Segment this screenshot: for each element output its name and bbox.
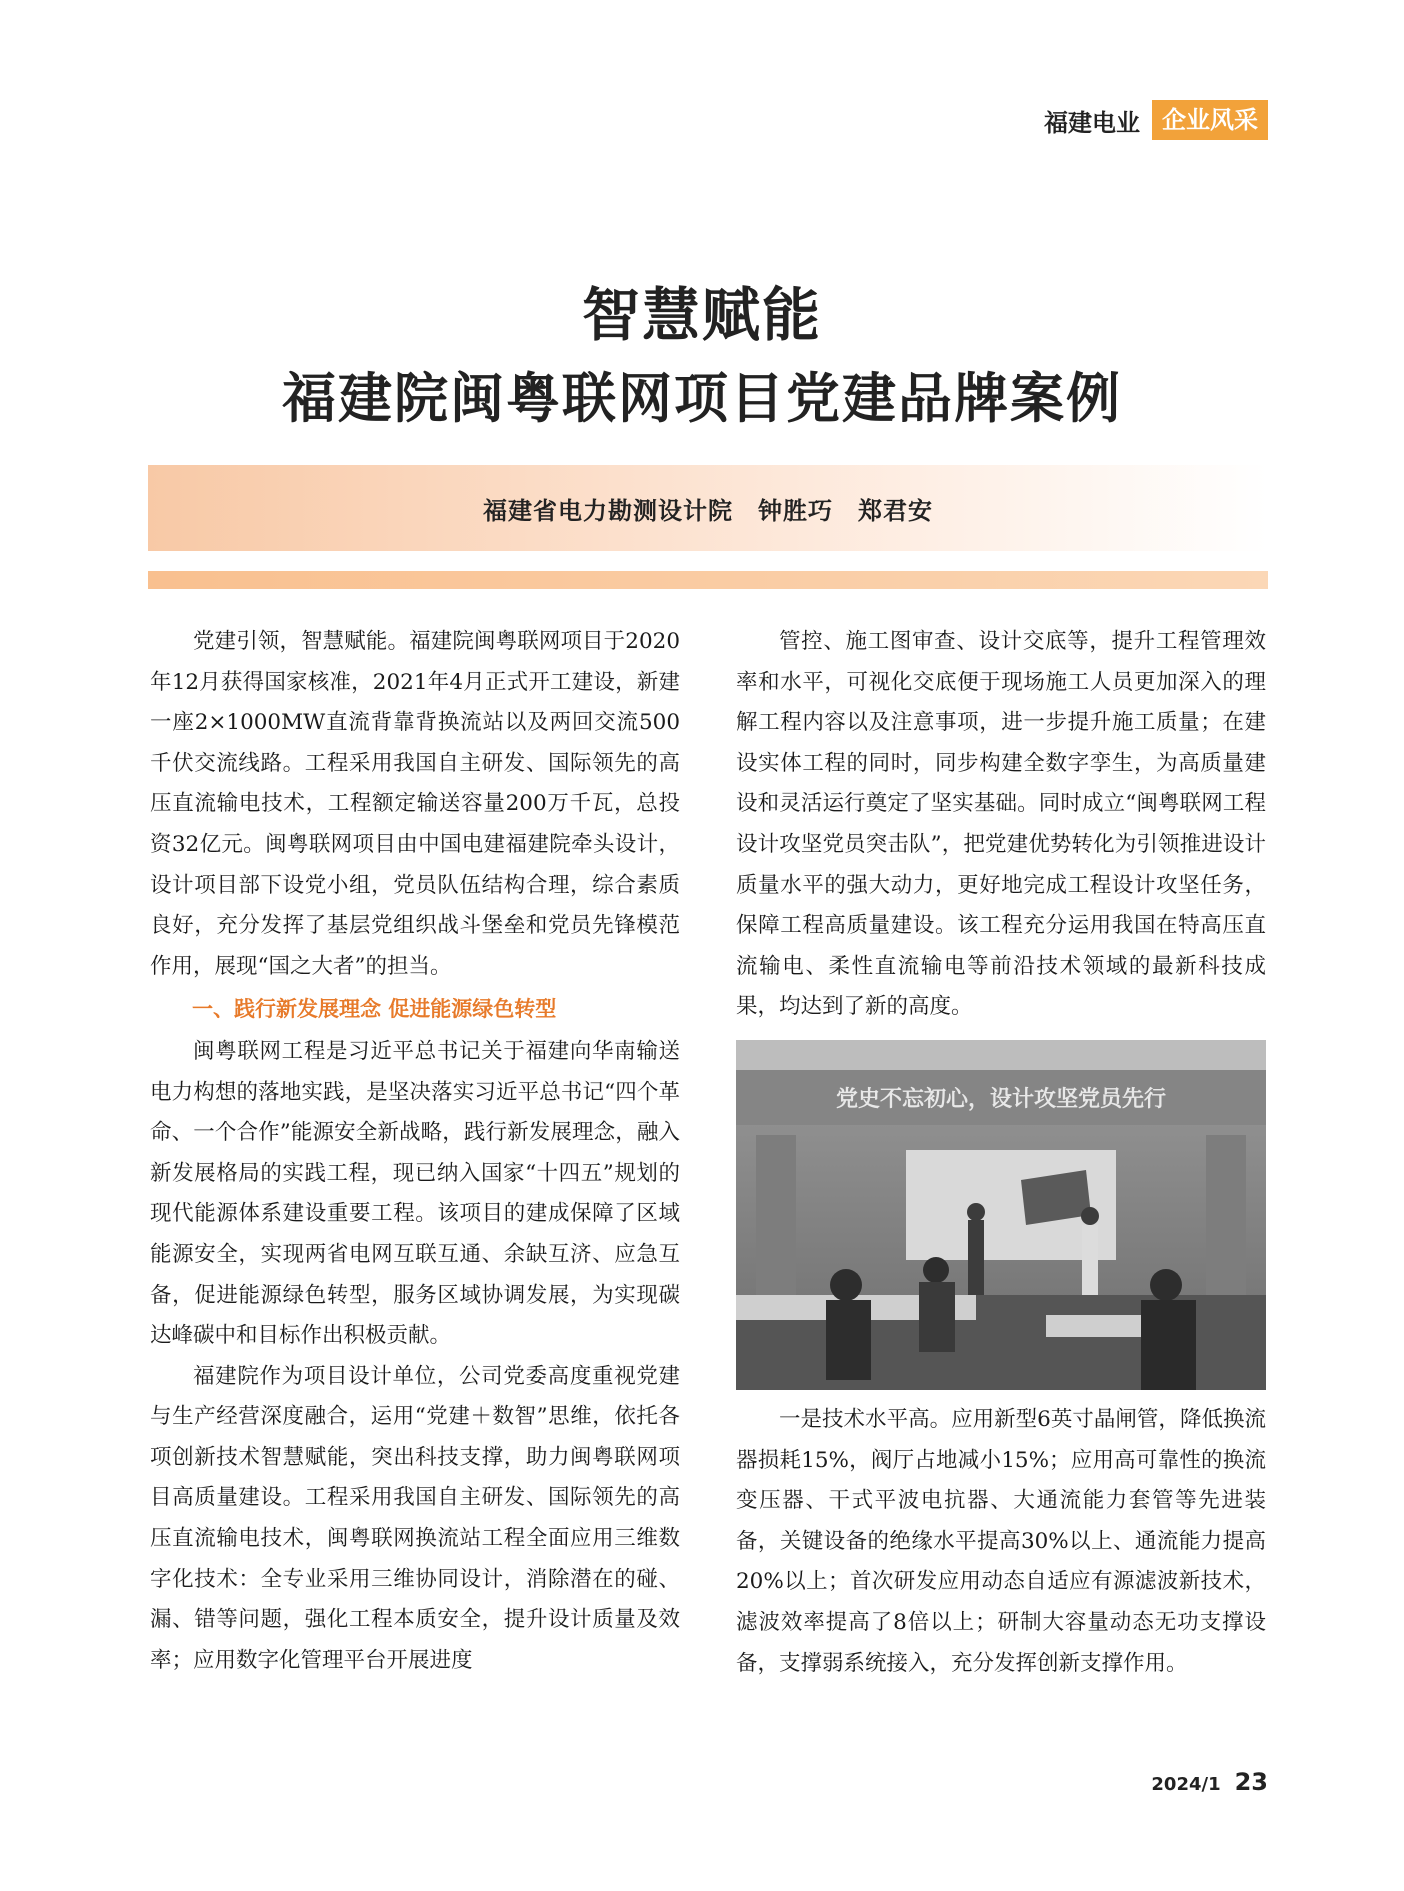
page-footer	[1151, 1768, 1268, 1796]
article-title-line2: 福建院闽粤联网项目党建品牌案例	[282, 367, 1122, 430]
section-heading: 一、践行新发展理念 促进能源绿色转型	[192, 997, 557, 1022]
left-column	[150, 622, 680, 1681]
paragraph: 福建院作为项目设计单位，公司党委高度重视党建与生产经营深度融合，运用“党建＋数智”思维，依托各项创新技术智慧赋能，突出科技支撑，助力闽粤联网项目高质量建设。工程采用我国自主研发、国际领先的高压直流输电技术，闽粤联网换流站工程全面应用三维数字化技术：全专业采用三维协同设计，消除潜在的碰、漏、错等问题，强化工程本质安全，提升设计质量及效率；应用数字化管理平台开展进度	[150, 1363, 680, 1673]
photo-banner-text: 党史不忘初心，设计攻坚党员先行	[835, 1086, 1167, 1112]
page-header	[1044, 100, 1268, 140]
paragraph: 闽粤联网工程是习近平总书记关于福建向华南输送电力构想的落地实践，是坚决落实习近平总书记“四个革命、一个合作”能源安全新战略，践行新发展理念，融入新发展格局的实践工程，现已纳入国家“十四五”规划的现代能源体系建设重要工程。该项目的建成保障了区域能源安全，实现两省电网互联互通、余缺互济、应急互备，促进能源绿色转型，服务区域协调发展，为实现碳达峰碳中和目标作出积极贡献。	[150, 1038, 680, 1349]
section-tag: 企业风采	[1152, 100, 1268, 140]
photo-illustration	[736, 1040, 1266, 1390]
paragraph: 一是技术水平高。应用新型6英寸晶闸管，降低换流器损耗15%，阀厅占地减小15%；应用高可靠性的换流变压器、干式平波电抗器、大通流能力套管等先进装备，关键设备的绝缘水平提高30%以上、通流能力提高20%以上；首次研发应用动态自适应有源滤波新技术，滤波效率提高了8倍以上；研制大容量动态无功支撑设备，支撑弱系统接入，充分发挥创新支撑作用。	[736, 1406, 1266, 1676]
page-number: 23	[1234, 1768, 1268, 1796]
decorative-stripe	[148, 571, 1268, 589]
right-column	[736, 622, 1266, 1684]
magazine-name: 福建电业	[1044, 108, 1140, 137]
byline-band	[148, 465, 1268, 551]
event-photo	[736, 1040, 1266, 1390]
byline: 福建省电力勘测设计院 钟胜巧 郑君安	[483, 496, 933, 525]
issue-number: 2024/1	[1151, 1774, 1221, 1795]
paragraph: 党建引领，智慧赋能。福建院闽粤联网项目于2020年12月获得国家核准，2021年4月正式开工建设，新建一座2×1000MW直流背靠背换流站以及两回交流500千伏交流线路。工程采用我国自主研发、国际领先的高压直流输电技术，工程额定输送容量200万千瓦，总投资32亿元。闽粤联网项目由中国电建福建院牵头设计，设计项目部下设党小组，党员队伍结构合理，综合素质良好，充分发挥了基层党组织战斗堡垒和党员先锋模范作用，展现“国之大者”的担当。	[150, 629, 680, 979]
paragraph: 管控、施工图审查、设计交底等，提升工程管理效率和水平，可视化交底便于现场施工人员更加深入的理解工程内容以及注意事项，进一步提升施工质量；在建设实体工程的同时，同步构建全数字孪生，为高质量建设和灵活运行奠定了坚实基础。同时成立“闽粤联网工程设计攻坚党员突击队”，把党建优势转化为引领推进设计质量水平的强大动力，更好地完成工程设计攻坚任务，保障工程高质量建设。该工程充分运用我国在特高压直流输电、柔性直流输电等前沿技术领域的最新科技成果，均达到了新的高度。	[736, 629, 1266, 1020]
article-title-line1: 智慧赋能	[581, 281, 822, 349]
